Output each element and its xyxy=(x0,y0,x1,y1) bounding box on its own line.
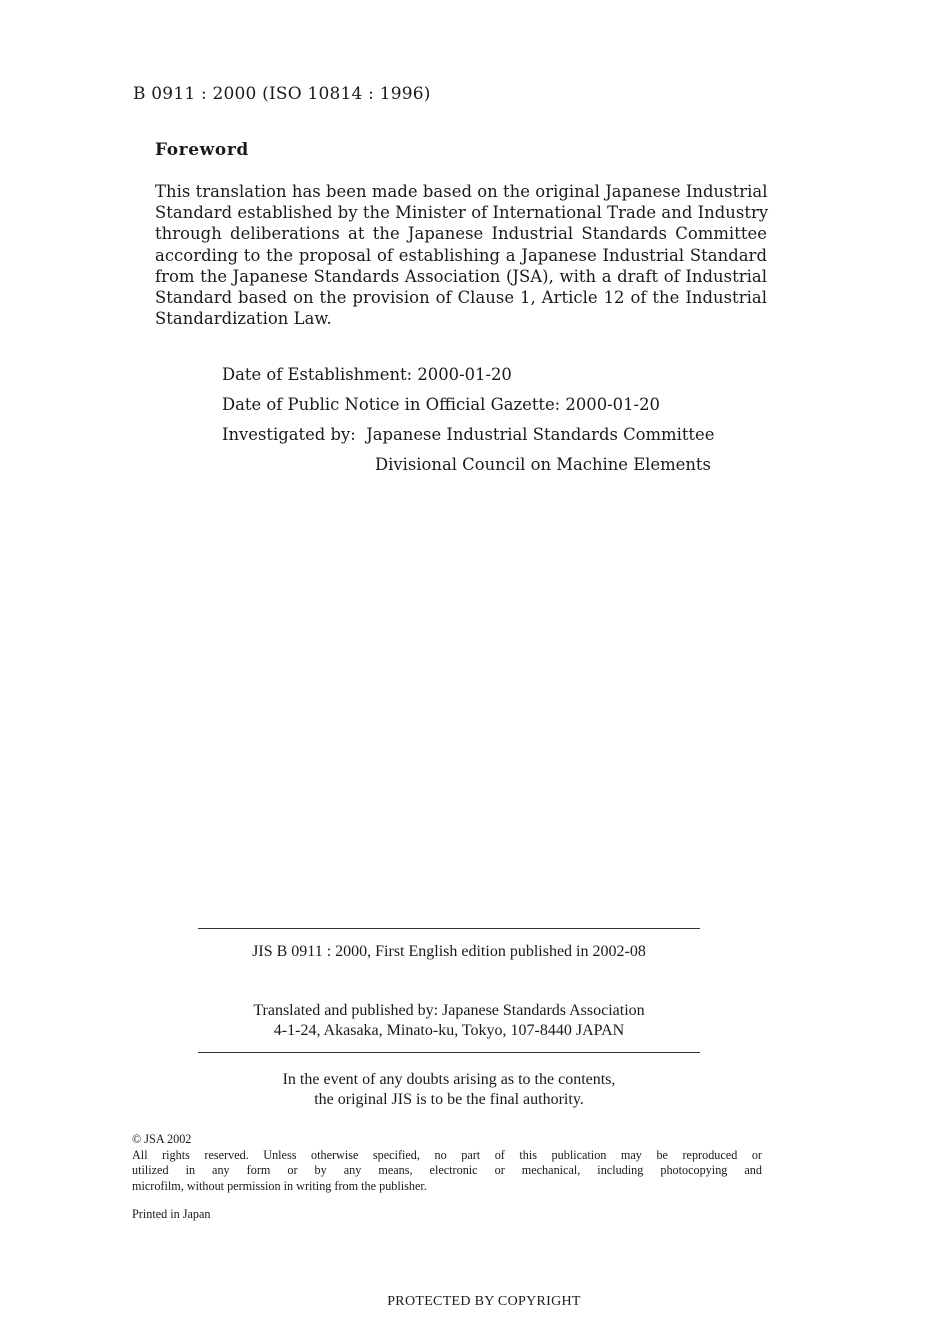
investigated-by-label: Investigated by: xyxy=(222,425,356,444)
copyright-line: utilized in any form or by any means, electronic or mechanical, including photocopying and xyxy=(132,1163,762,1177)
copyright-notice xyxy=(132,1132,762,1194)
foreword-line: from the Japanese Standards Association (JSA), with a draft of Industrial xyxy=(155,266,767,286)
investigated-by-committee: Japanese Industrial Standards Committee xyxy=(366,425,715,444)
divider-bottom xyxy=(198,1052,700,1053)
authority-note-line: the original JIS is to be the final authority. xyxy=(314,1091,584,1108)
publisher-address: 4-1-24, Akasaka, Minato-ku, Tokyo, 107-8440 JAPAN xyxy=(273,1022,625,1039)
publisher-block xyxy=(0,1001,898,1041)
foreword-line: according to the proposal of establishing a Japanese Industrial Standard xyxy=(155,245,767,265)
foreword-line: through deliberations at the Japanese Industrial Standards Committee xyxy=(155,224,767,244)
foreword-paragraph xyxy=(155,181,767,329)
publisher-name: Translated and published by: Japanese Standards Association xyxy=(253,1002,645,1019)
foreword-line: Standard established by the Minister of International Trade and Industry xyxy=(155,203,769,223)
copyright-holder: © JSA 2002 xyxy=(132,1132,192,1146)
edition-statement: JIS B 0911 : 2000, First English edition published in 2002-08 xyxy=(252,943,646,960)
protected-by-copyright: PROTECTED BY COPYRIGHT xyxy=(387,1294,581,1309)
investigated-by xyxy=(222,425,715,474)
date-of-establishment: Date of Establishment: 2000-01-20 xyxy=(222,365,512,384)
foreword-line: This translation has been made based on the original Japanese Industrial xyxy=(155,182,768,201)
copyright-line: All rights reserved. Unless otherwise specified, no part of this publication may be reproduced or xyxy=(132,1147,762,1162)
printed-in: Printed in Japan xyxy=(132,1207,211,1221)
authority-note-line: In the event of any doubts arising as to the contents, xyxy=(282,1071,616,1088)
foreword-line: Standardization Law. xyxy=(155,309,332,329)
standard-designation: B 0911 : 2000 (ISO 10814 : 1996) xyxy=(133,84,431,104)
foreword-heading: Foreword xyxy=(155,140,249,160)
divider-top xyxy=(198,928,700,929)
investigated-by-council: Divisional Council on Machine Elements xyxy=(375,455,711,474)
foreword-line: Standard based on the provision of Clause 1, Article 12 of the Industrial xyxy=(155,288,767,308)
authority-note xyxy=(0,1070,898,1110)
copyright-line: microfilm, without permission in writing from the publisher. xyxy=(132,1178,427,1193)
date-of-public-notice: Date of Public Notice in Official Gazette: 2000-01-20 xyxy=(222,395,660,414)
